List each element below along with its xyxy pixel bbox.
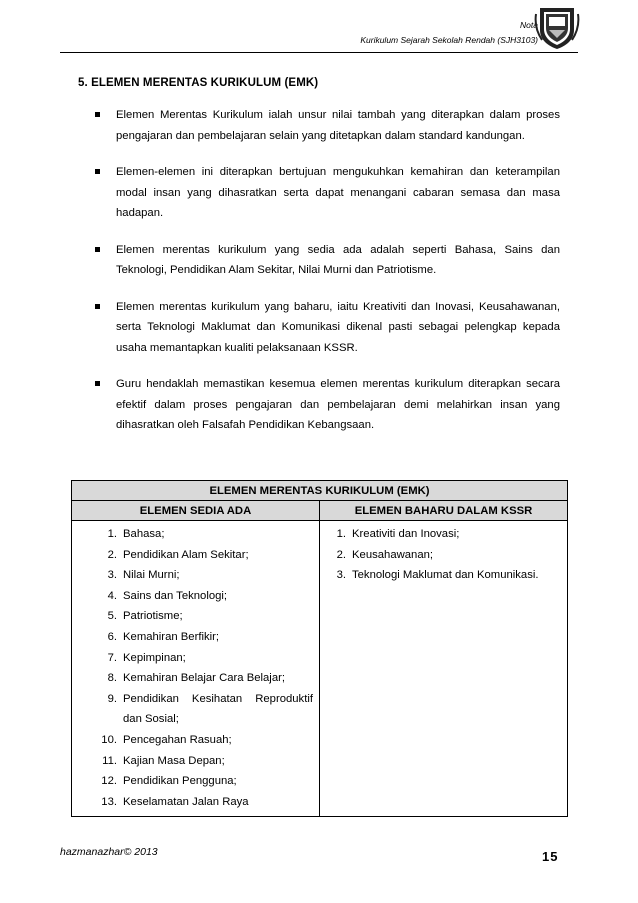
list-item-text: Teknologi Maklumat dan Komunikasi. [352,569,539,582]
list-item-text: Kepimpinan; [123,651,186,664]
list-item-text: Pencegahan Rasuah; [123,733,232,746]
list-item-text: Bahasa; [123,528,165,540]
bullet-item: Elemen merentas kurikulum yang baharu, iaitu Kreativiti dan Inovasi, Keusahawanan, serta Teknologi Maklumat dan Komunikasi dikenal pasti sebagai pelengkap kepada usaha memantapkan kualiti pelaksanaan KSSR. [93,297,560,359]
bullet-item: Elemen Merentas Kurikulum ialah unsur nilai tambah yang diterapkan dalam proses pengajaran dan pembelajaran selain yang ditetapkan dalam standard kandungan. [93,105,560,146]
list-item-number: 2. [336,548,346,561]
existing-elements-list [72,524,319,812]
list-item-number: 1. [107,528,117,540]
bullet-item: Elemen-elemen ini diterapkan bertujuan mengukuhkan kemahiran dan keterampilan modal insan yang dihasratkan serta dapat menangani cabaran semasa dan masa hadapan. [93,162,560,224]
list-item-number: 3. [107,569,117,582]
table-list-item [72,792,319,813]
table-list-item [72,730,319,751]
list-item-text: Pendidikan Alam Sekitar; [123,548,249,561]
list-item-text: Keselamatan Jalan Raya [123,795,249,808]
column-header-existing: ELEMEN SEDIA ADA [72,501,320,521]
table-list-item [72,627,319,648]
bullet-item: Guru hendaklah memastikan kesemua elemen merentas kurikulum diterapkan secara efektif dalam proses pengajaran dan pembelajaran demi melahirkan insan yang dihasratkan oleh Falsafah Pendidikan Kebangsaan. [93,374,560,436]
table-list-item [72,751,319,772]
column-header-new: ELEMEN BAHARU DALAM KSSR [320,501,568,521]
list-item-number: 3. [336,569,346,582]
table-list-item [72,689,319,730]
list-item-number: 9. [107,692,117,705]
header-note-label: Nota [520,20,538,30]
list-item-number: 8. [107,672,117,685]
list-item-text: Pendidikan Kesihatan Reproduktif dan Sosial; [123,692,313,726]
list-item-text: Kemahiran Berfikir; [123,630,220,643]
list-item-text: Patriotisme; [123,610,183,623]
list-item-text: Kreativiti dan Inovasi; [352,528,460,540]
header-divider [60,52,578,53]
list-item-number: 5. [107,610,117,623]
list-item-text: Pendidikan Pengguna; [123,775,237,788]
list-item-number: 6. [107,630,117,643]
table-list-item [72,648,319,669]
section-heading: 5. ELEMEN MERENTAS KURIKULUM (EMK) [78,77,319,89]
existing-elements-cell [72,521,320,817]
emk-table [71,480,568,817]
list-item-number: 10. [101,733,117,746]
institution-crest-logo [534,4,580,50]
list-item-text: Nilai Murni; [123,569,180,582]
table-list-item [72,586,319,607]
list-item-number: 11. [102,754,117,767]
table-list-item [320,545,567,566]
table-list-item [72,606,319,627]
list-item-number: 7. [107,651,117,664]
footer-author: hazmanazhar© 2013 [60,846,158,858]
table-list-item [72,524,319,545]
bullet-list [93,105,560,452]
list-item-number: 1. [336,528,346,540]
header-course-title: Kurikulum Sejarah Sekolah Rendah (SJH3103) [360,35,538,45]
table-list-item [72,771,319,792]
list-item-text: Sains dan Teknologi; [123,589,228,602]
table-list-item [72,565,319,586]
list-item-text: Keusahawanan; [352,548,434,561]
new-elements-list [320,524,567,586]
list-item-number: 13. [101,795,117,808]
table-title: ELEMEN MERENTAS KURIKULUM (EMK) [72,481,568,501]
table-list-item [72,668,319,689]
table-list-item [72,545,319,566]
list-item-number: 4. [107,589,117,602]
list-item-number: 12. [101,775,117,788]
table-list-item [320,524,567,545]
list-item-number: 2. [107,548,117,561]
bullet-item: Elemen merentas kurikulum yang sedia ada adalah seperti Bahasa, Sains dan Teknologi, Pendidikan Alam Sekitar, Nilai Murni dan Patriotisme. [93,240,560,281]
page-number: 15 [542,849,559,864]
list-item-text: Kemahiran Belajar Cara Belajar; [123,672,286,685]
table-list-item [320,565,567,586]
list-item-text: Kajian Masa Depan; [123,754,225,767]
new-elements-cell [320,521,568,817]
